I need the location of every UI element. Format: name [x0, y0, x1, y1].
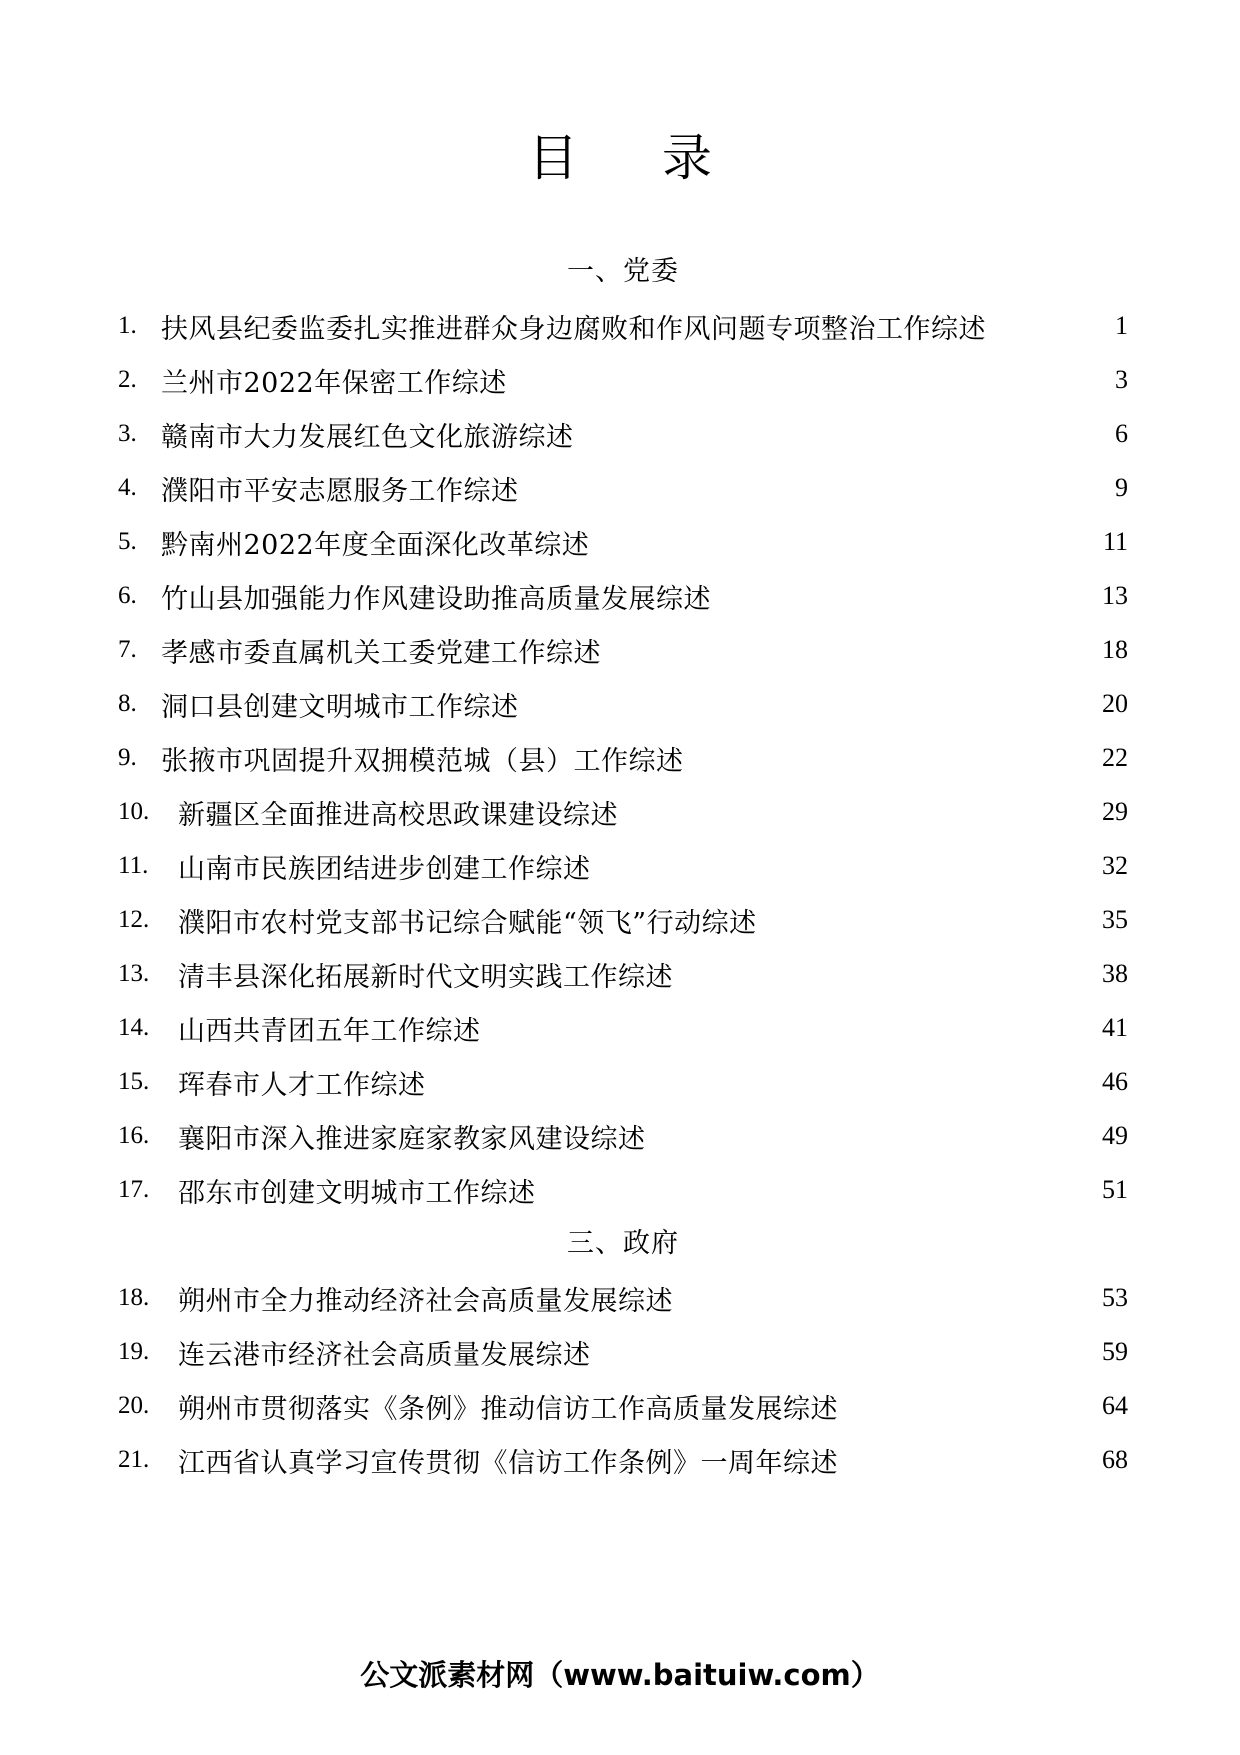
- toc-entry[interactable]: [118, 1379, 1128, 1433]
- toc-entry-number: 20.: [118, 1392, 150, 1419]
- toc-entry-number: 21.: [118, 1446, 150, 1473]
- toc-entry-page-number: 9: [1115, 473, 1128, 502]
- toc-entry-number: 4.: [118, 474, 137, 501]
- toc-entry-title: 江西省认真学习宣传贯彻《信访工作条例》一周年综述: [178, 1447, 838, 1479]
- toc-entry-title: 山南市民族团结进步创建工作综述: [178, 853, 591, 885]
- toc-entry[interactable]: [118, 299, 1128, 353]
- toc-entry-number: 10.: [118, 798, 150, 825]
- toc-entry[interactable]: [118, 623, 1128, 677]
- toc-entry-number: 19.: [118, 1338, 150, 1365]
- toc-entry-number: 1.: [118, 312, 137, 339]
- toc-entry[interactable]: [118, 1001, 1128, 1055]
- toc-entry-number: 6.: [118, 582, 137, 609]
- toc-entry-page-number: 18: [1102, 635, 1128, 664]
- toc-entry-title: 朔州市贯彻落实《条例》推动信访工作高质量发展综述: [178, 1393, 838, 1425]
- toc-entry-title: 珲春市人才工作综述: [178, 1069, 426, 1101]
- section-heading: 一、党委: [567, 256, 679, 287]
- toc-entry-number: 11.: [118, 852, 149, 879]
- toc-entry-page-number: 20: [1102, 689, 1128, 718]
- toc-entry[interactable]: [118, 407, 1128, 461]
- toc-entry-title: 张掖市巩固提升双拥模范城（县）工作综述: [161, 745, 684, 777]
- section-heading: 三、政府: [567, 1228, 679, 1259]
- toc-entry-page-number: 32: [1102, 851, 1128, 880]
- toc-entry-number: 14.: [118, 1014, 150, 1041]
- footer-watermark: 公文派素材网（www.baituiw.com）: [360, 1658, 880, 1692]
- toc-entry[interactable]: [118, 1055, 1128, 1109]
- toc-entry-page-number: 49: [1102, 1121, 1128, 1150]
- toc-entry-title: 邵东市创建文明城市工作综述: [178, 1177, 536, 1209]
- page-title: 目 录: [528, 129, 746, 187]
- toc-entry-number: 16.: [118, 1122, 150, 1149]
- toc-entry-title: 赣南市大力发展红色文化旅游综述: [161, 421, 574, 453]
- toc-entry[interactable]: [118, 785, 1128, 839]
- toc-entry[interactable]: [118, 1109, 1128, 1163]
- toc-entry[interactable]: [118, 1433, 1128, 1487]
- toc-entry-page-number: 46: [1102, 1067, 1128, 1096]
- toc-entry-page-number: 35: [1102, 905, 1128, 934]
- toc-entry-title: 新疆区全面推进高校思政课建设综述: [178, 799, 618, 831]
- table-of-contents: [118, 245, 1128, 1487]
- toc-entry-number: 8.: [118, 690, 137, 717]
- toc-entry-page-number: 29: [1102, 797, 1128, 826]
- toc-entry[interactable]: [118, 569, 1128, 623]
- toc-entry-title: 山西共青团五年工作综述: [178, 1015, 481, 1047]
- toc-entry-page-number: 11: [1102, 527, 1128, 556]
- toc-entry[interactable]: [118, 515, 1128, 569]
- toc-entry-title: 兰州市2022年保密工作综述: [161, 367, 507, 399]
- toc-entry[interactable]: [118, 839, 1128, 893]
- toc-entry[interactable]: [118, 461, 1128, 515]
- toc-entry[interactable]: [118, 1271, 1128, 1325]
- toc-entry-number: 7.: [118, 636, 137, 663]
- toc-entry-title: 竹山县加强能力作风建设助推高质量发展综述: [161, 583, 711, 615]
- toc-entry-page-number: 38: [1102, 959, 1128, 988]
- toc-entry-title: 孝感市委直属机关工委党建工作综述: [161, 637, 601, 669]
- toc-entry-number: 3.: [118, 420, 137, 447]
- toc-entry-number: 17.: [118, 1176, 150, 1203]
- toc-entry-number: 13.: [118, 960, 150, 987]
- toc-entry[interactable]: [118, 1325, 1128, 1379]
- toc-entry-title: 洞口县创建文明城市工作综述: [161, 691, 519, 723]
- toc-entry[interactable]: [118, 731, 1128, 785]
- toc-entry-number: 2.: [118, 366, 137, 393]
- toc-entry-page-number: 53: [1102, 1283, 1128, 1312]
- toc-entry-title: 清丰县深化拓展新时代文明实践工作综述: [178, 961, 673, 993]
- toc-entry-number: 9.: [118, 744, 137, 771]
- toc-entry-page-number: 68: [1102, 1445, 1128, 1474]
- toc-entry-page-number: 13: [1102, 581, 1128, 610]
- toc-entry[interactable]: [118, 893, 1128, 947]
- toc-entry-number: 18.: [118, 1284, 150, 1311]
- toc-entry-title: 濮阳市平安志愿服务工作综述: [161, 475, 519, 507]
- toc-entry-title: 连云港市经济社会高质量发展综述: [178, 1339, 591, 1371]
- toc-entry-page-number: 51: [1102, 1175, 1128, 1204]
- toc-entry-title: 濮阳市农村党支部书记综合赋能“领飞”行动综述: [178, 907, 757, 939]
- toc-entry-page-number: 64: [1102, 1391, 1128, 1420]
- toc-entry-page-number: 6: [1115, 419, 1128, 448]
- toc-entry[interactable]: [118, 353, 1128, 407]
- toc-entry-page-number: 3: [1115, 365, 1128, 394]
- toc-entry-page-number: 41: [1102, 1013, 1128, 1042]
- toc-entry-number: 15.: [118, 1068, 150, 1095]
- toc-entry-page-number: 22: [1102, 743, 1128, 772]
- toc-entry[interactable]: [118, 1163, 1128, 1217]
- toc-entry-title: 朔州市全力推动经济社会高质量发展综述: [178, 1285, 673, 1317]
- toc-entry[interactable]: [118, 677, 1128, 731]
- toc-entry-page-number: 1: [1115, 311, 1128, 340]
- toc-entry[interactable]: [118, 947, 1128, 1001]
- toc-entry-page-number: 59: [1102, 1337, 1128, 1366]
- toc-entry-number: 5.: [118, 528, 137, 555]
- toc-entry-number: 12.: [118, 906, 150, 933]
- toc-entry-title: 黔南州2022年度全面深化改革综述: [161, 529, 590, 561]
- toc-entry-title: 扶风县纪委监委扎实推进群众身边腐败和作风问题专项整治工作综述: [161, 313, 986, 345]
- toc-entry-title: 襄阳市深入推进家庭家教家风建设综述: [178, 1123, 646, 1155]
